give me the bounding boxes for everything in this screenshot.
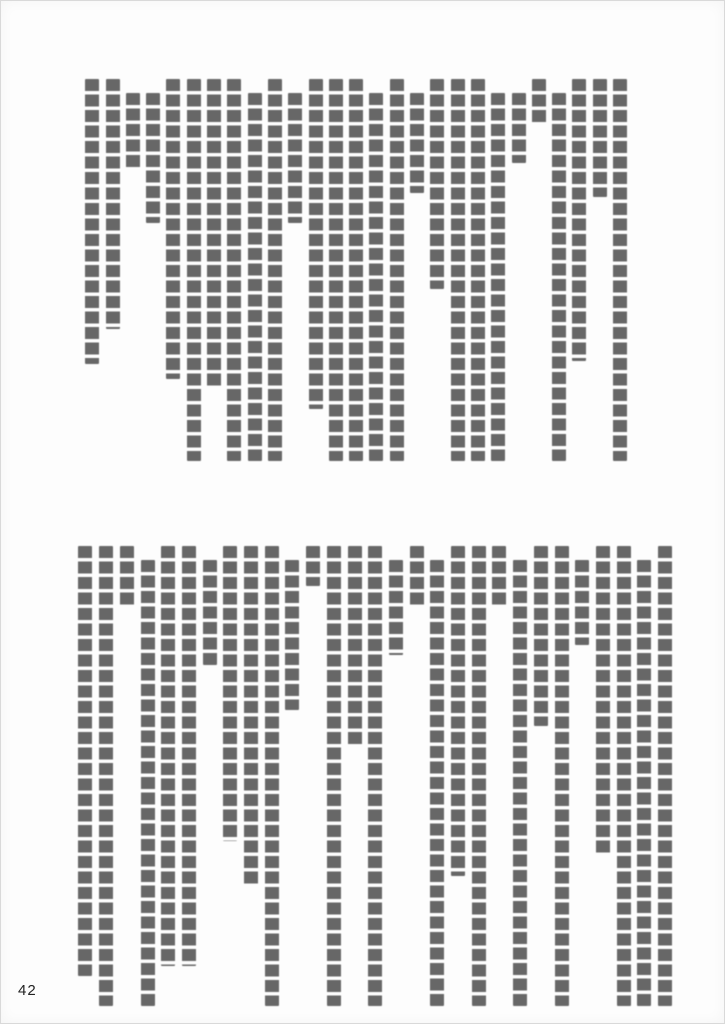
greeked-text-column: [306, 546, 320, 586]
greeked-text-column: [472, 546, 486, 1006]
page-number: 42: [18, 982, 37, 999]
greeked-text-column: [389, 560, 403, 655]
greeked-text-column: [368, 546, 382, 1006]
greeked-text-column: [451, 546, 465, 876]
greeked-text-column: [141, 560, 155, 1006]
greeked-text-column: [285, 560, 299, 710]
greeked-text-column: [244, 546, 258, 886]
greeked-text-column: [410, 546, 424, 606]
greeked-text-column: [534, 546, 548, 726]
greeked-text-column: [78, 546, 92, 976]
greeked-text-column: [430, 560, 444, 1006]
greeked-text-column: [120, 546, 134, 606]
greeked-text-column: [658, 546, 672, 1006]
greeked-text-column: [617, 546, 631, 1006]
greeked-text-column: [223, 546, 237, 841]
text-block-bottom: [1, 1, 724, 1023]
greeked-text-column: [637, 560, 651, 1006]
greeked-text-column: [182, 546, 196, 966]
greeked-text-column: [596, 546, 610, 856]
greeked-text-column: [265, 546, 279, 1006]
greeked-text-column: [575, 560, 589, 645]
greeked-text-column: [348, 546, 362, 746]
greeked-text-column: [161, 546, 175, 966]
greeked-text-column: [99, 546, 113, 1006]
greeked-text-column: [492, 546, 506, 606]
greeked-text-column: [513, 560, 527, 1006]
greeked-text-column: [203, 560, 217, 665]
greeked-text-column: [555, 546, 569, 1006]
greeked-text-column: [327, 546, 341, 1006]
